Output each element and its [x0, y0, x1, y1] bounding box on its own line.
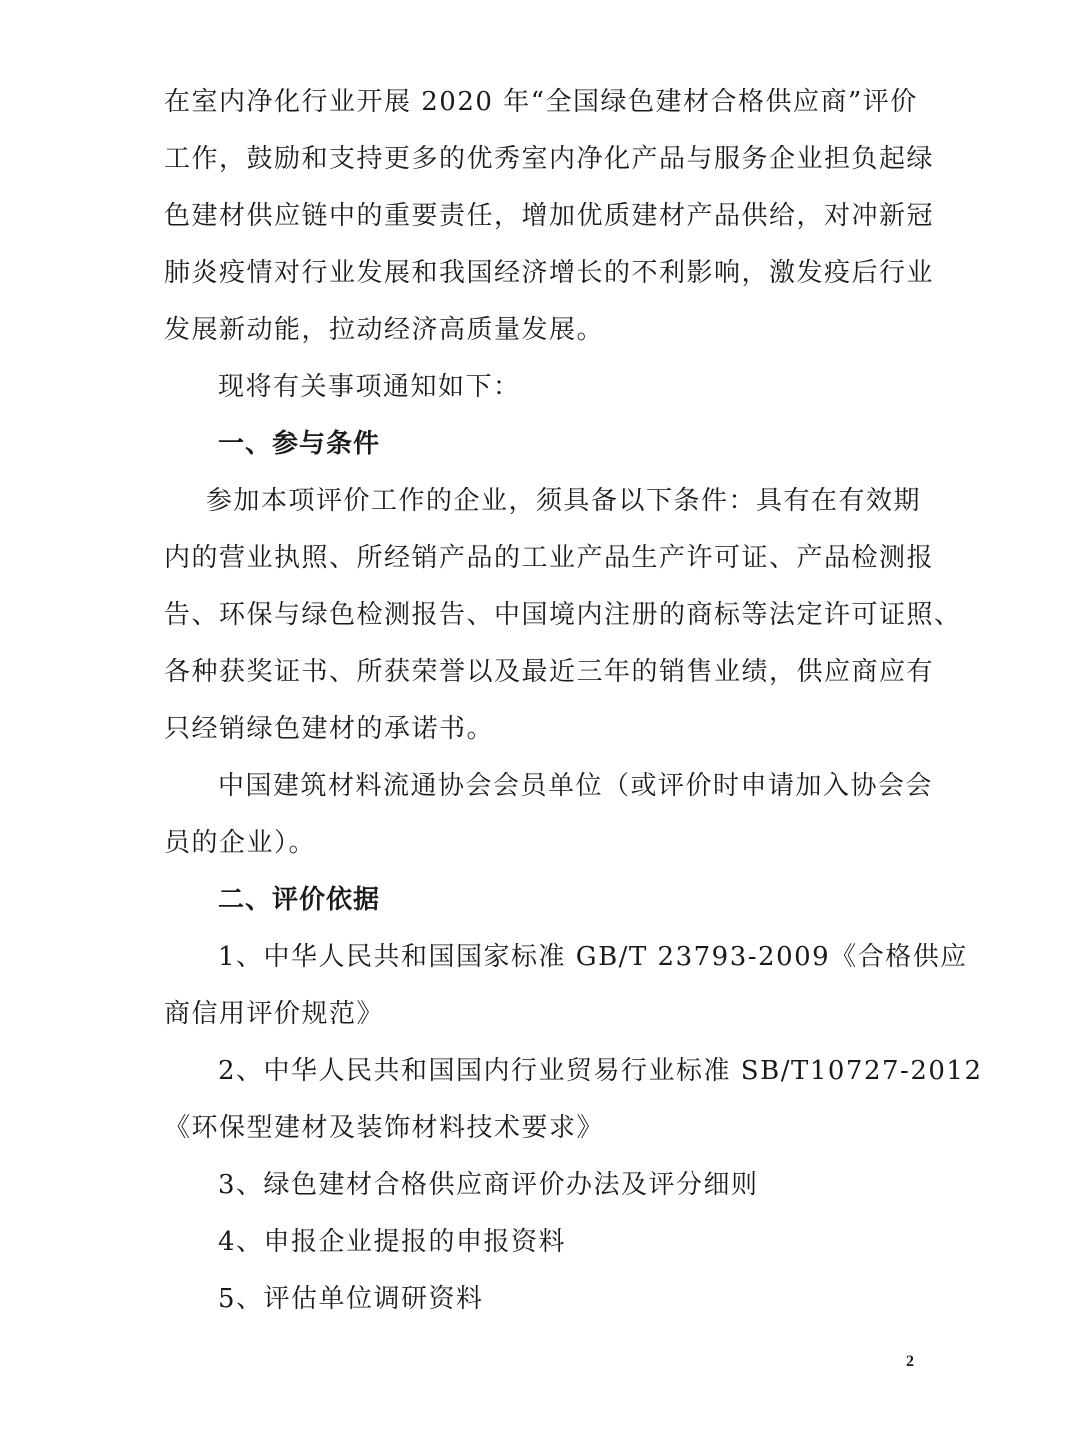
basis-item-2-line-1: 2、中华人民共和国国内行业贸易行业标准 SB/T10727-2012 [218, 1056, 983, 1086]
member-line-2: 员的企业）。 [164, 828, 317, 858]
basis-item-1-line-2: 商信用评价规范》 [164, 999, 385, 1029]
section-heading-2: 二、评价依据 [218, 885, 381, 915]
basis-item-1-line-1: 1、中华人民共和国国家标准 GB/T 23793-2009《合格供应 [218, 942, 968, 972]
body-line-5: 发展新动能，拉动经济高质量发展。 [164, 315, 605, 345]
basis-item-5: 5、评估单位调研资料 [218, 1284, 484, 1314]
conditions-line-2: 内的营业执照、所经销产品的工业产品生产许可证、产品检测报 [164, 543, 935, 573]
conditions-line-1: 参加本项评价工作的企业，须具备以下条件：具有在有效期 [206, 486, 922, 516]
basis-item-4: 4、申报企业提报的申报资料 [218, 1227, 567, 1257]
basis-item-3: 3、绿色建材合格供应商评价办法及评分细则 [218, 1170, 759, 1200]
body-line-2: 工作，鼓励和支持更多的优秀室内净化产品与服务企业担负起绿 [164, 144, 935, 174]
conditions-line-3: 告、环保与绿色检测报告、中国境内注册的商标等法定许可证照、 [164, 600, 962, 630]
conditions-line-5: 只经销绿色建材的承诺书。 [164, 714, 495, 744]
page-number: 2 [906, 1353, 914, 1370]
notice-intro: 现将有关事项通知如下： [218, 372, 521, 402]
basis-item-2-line-2: 《环保型建材及装饰材料技术要求》 [164, 1113, 605, 1143]
body-line-1: 在室内净化行业开展 2020 年“全国绿色建材合格供应商”评价 [164, 87, 918, 117]
member-line-1: 中国建筑材料流通协会会员单位（或评价时申请加入协会会 [218, 771, 934, 801]
conditions-line-4: 各种获奖证书、所获荣誉以及最近三年的销售业绩，供应商应有 [164, 657, 935, 687]
body-line-4: 肺炎疫情对行业发展和我国经济增长的不利影响，激发疫后行业 [164, 258, 935, 288]
body-line-3: 色建材供应链中的重要责任，增加优质建材产品供给，对冲新冠 [164, 201, 935, 231]
section-heading-1: 一、参与条件 [218, 429, 381, 459]
